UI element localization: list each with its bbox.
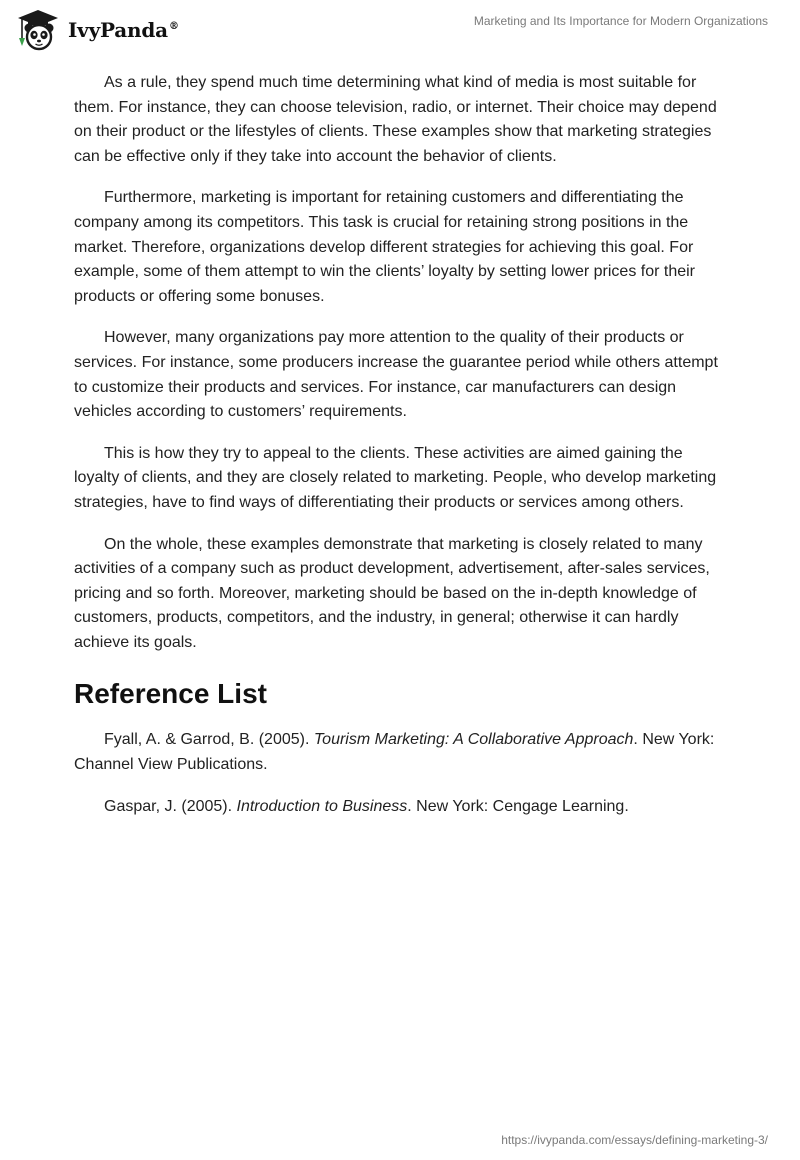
running-title: Marketing and Its Importance for Modern Organizations bbox=[473, 14, 768, 28]
reference-list-heading: Reference List bbox=[74, 678, 267, 710]
footer-url[interactable]: https://ivypanda.com/essays/defining-marketing-3/ bbox=[501, 1133, 768, 1147]
body-paragraph: However, many organizations pay more attention to the quality of their products or services. For instance, some producers increase the guarantee period while others attempt to customize their products and services. For instance, car manufacturers can design vehicles according to customers’ requirements. bbox=[74, 329, 718, 421]
reference-title: Introduction to Business bbox=[236, 797, 408, 815]
reference-title: Tourism Marketing: A Collaborative Approach bbox=[313, 731, 634, 749]
page-header bbox=[0, 0, 800, 60]
brand-name: IvyPanda® bbox=[68, 18, 179, 42]
reference-item: Gaspar, J. (2005). Introduction to Business. New York: Cengage Learning. bbox=[104, 797, 629, 815]
body-paragraph: As a rule, they spend much time determining what kind of media is most suitable for them. For instance, they can choose television, radio, or internet. Their choice may depend on their product or the lifestyles of clients. These examples show that marketing strategies can be effective only if they take into account the behavior of clients. bbox=[74, 74, 717, 165]
body-paragraph: On the whole, these examples demonstrate that marketing is closely related to many activities of a company such as product development, advertisement, after-sales services, pricing and so forth. Moreover, marketing should be based on the in-depth knowledge of customers, products, competitors, and the industry, in general; otherwise it can hardly achieve its goals. bbox=[74, 535, 710, 651]
body-paragraph: This is how they try to appeal to the clients. These activities are aimed gaining the loyalty of clients, and they are closely related to marketing. People, who develop marketing strategies, have to find ways of differentiating their products or services among others. bbox=[74, 444, 717, 511]
reference-item: Fyall, A. & Garrod, B. (2005). Tourism Marketing: A Collaborative Approach. New York: Channel View Publications. bbox=[74, 731, 715, 774]
body-paragraph: Furthermore, marketing is important for retaining customers and differentiating the company among its competitors. This task is crucial for retaining strong positions in the market. Therefore, organizations develop different strategies for achieving this goal. For example, some of them attempt to win the clients’ loyalty by setting lower prices for their products or offering some bonuses. bbox=[74, 189, 696, 305]
document-body bbox=[74, 71, 726, 836]
registered-mark: ® bbox=[168, 21, 179, 33]
panda-graduate-icon bbox=[14, 8, 62, 52]
ivypanda-logo[interactable] bbox=[14, 8, 179, 52]
